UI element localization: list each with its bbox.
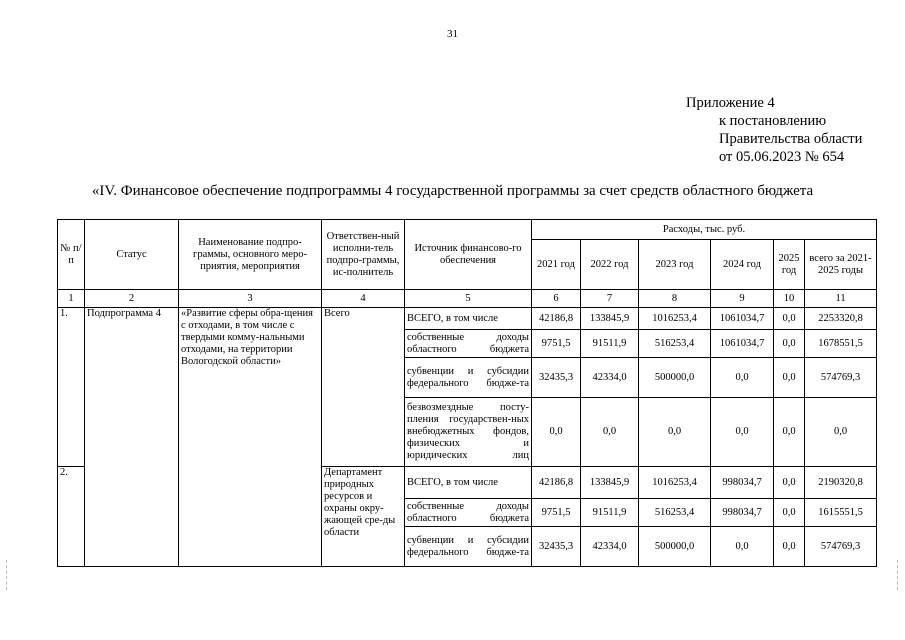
value-cell: 998034,7 [711,467,774,499]
col-number: 3 [179,290,322,308]
value-cell: 42334,0 [581,527,639,567]
value-cell: 91511,9 [581,499,639,527]
col-number: 6 [532,290,581,308]
header-year-2021: 2021 год [532,240,581,290]
row-number: 2. [58,467,85,567]
header-name: Наименование подпро-граммы, основного меро-приятия, мероприятия [179,220,322,290]
value-cell: 0,0 [774,527,805,567]
value-cell: 0,0 [774,330,805,358]
appendix-line-1: Приложение 4 [686,95,775,111]
value-cell: 0,0 [711,398,774,467]
source-cell: собственные доходы областного бюджета [405,330,532,358]
value-cell: 574769,3 [805,527,877,567]
value-cell: 0,0 [774,358,805,398]
source-cell: безвозмездные посту-пления государствен-ных внебюджетных фондов, физических и юридических лиц [405,398,532,467]
value-cell: 0,0 [711,358,774,398]
value-cell: 500000,0 [639,358,711,398]
col-number: 10 [774,290,805,308]
value-cell: 574769,3 [805,358,877,398]
row-status [85,467,179,567]
value-cell: 0,0 [639,398,711,467]
value-cell: 9751,5 [532,499,581,527]
value-cell: 516253,4 [639,330,711,358]
header-total: всего за 2021-2025 годы [805,240,877,290]
col-number: 11 [805,290,877,308]
value-cell: 42186,8 [532,467,581,499]
value-cell: 32435,3 [532,527,581,567]
value-cell: 0,0 [532,398,581,467]
header-year-2025: 2025 год [774,240,805,290]
section-title: «IV. Финансовое обеспечение подпрограммы 4 государственной программы за счет средств областного бюджета [91,183,814,199]
value-cell: 9751,5 [532,330,581,358]
value-cell: 91511,9 [581,330,639,358]
row-responsible: Департамент природных ресурсов и охраны окру-жающей сре-ды области [322,467,405,567]
value-cell: 0,0 [711,527,774,567]
value-cell: 1016253,4 [639,467,711,499]
table-row [58,308,877,330]
row-status: Подпрограмма 4 [85,308,179,467]
value-cell: 1615551,5 [805,499,877,527]
row-number: 1. [58,308,85,467]
value-cell: 133845,9 [581,467,639,499]
source-cell: ВСЕГО, в том числе [405,308,532,330]
col-number: 1 [58,290,85,308]
page-number: 31 [447,28,458,40]
col-number: 8 [639,290,711,308]
col-number: 4 [322,290,405,308]
col-number: 2 [85,290,179,308]
value-cell: 0,0 [774,467,805,499]
value-cell: 0,0 [774,398,805,467]
appendix-line-2: к постановлению [719,113,827,129]
header-year-2022: 2022 год [581,240,639,290]
value-cell: 2253320,8 [805,308,877,330]
value-cell: 0,0 [581,398,639,467]
finance-table [57,219,877,567]
table-row [58,467,877,499]
appendix-line-3: Правительства области [719,131,863,147]
row-name: «Развитие сферы обра-щения с отходами, в том числе с твердыми комму-нальными отходами, на территории Вологодской области» [179,308,322,467]
row-responsible: Всего [322,308,405,467]
col-number: 7 [581,290,639,308]
appendix-block [686,94,862,166]
value-cell: 42334,0 [581,358,639,398]
value-cell: 1061034,7 [711,330,774,358]
value-cell: 0,0 [774,499,805,527]
value-cell: 0,0 [774,308,805,330]
header-expenses: Расходы, тыс. руб. [532,220,877,240]
header-status: Статус [85,220,179,290]
row-name [179,467,322,567]
header-year-2024: 2024 год [711,240,774,290]
value-cell: 516253,4 [639,499,711,527]
value-cell: 32435,3 [532,358,581,398]
value-cell: 133845,9 [581,308,639,330]
header-source: Источник финансово-го обеспечения [405,220,532,290]
source-cell: собственные доходы областного бюджета [405,499,532,527]
header-year-2023: 2023 год [639,240,711,290]
col-number: 5 [405,290,532,308]
source-cell: субвенции и субсидии федерального бюдже-та [405,527,532,567]
value-cell: 1061034,7 [711,308,774,330]
value-cell: 2190320,8 [805,467,877,499]
scan-edge-mark [897,560,899,590]
col-number: 9 [711,290,774,308]
value-cell: 998034,7 [711,499,774,527]
value-cell: 42186,8 [532,308,581,330]
value-cell: 0,0 [805,398,877,467]
scan-edge-mark [6,560,8,590]
header-num: № п/п [58,220,85,290]
value-cell: 1678551,5 [805,330,877,358]
source-cell: ВСЕГО, в том числе [405,467,532,499]
source-cell: субвенции и субсидии федерального бюдже-та [405,358,532,398]
value-cell: 1016253,4 [639,308,711,330]
header-responsible: Ответствен-ный исполни-тель подпро-граммы, ис-полнитель [322,220,405,290]
value-cell: 500000,0 [639,527,711,567]
appendix-line-4: от 05.06.2023 № 654 [719,149,845,165]
